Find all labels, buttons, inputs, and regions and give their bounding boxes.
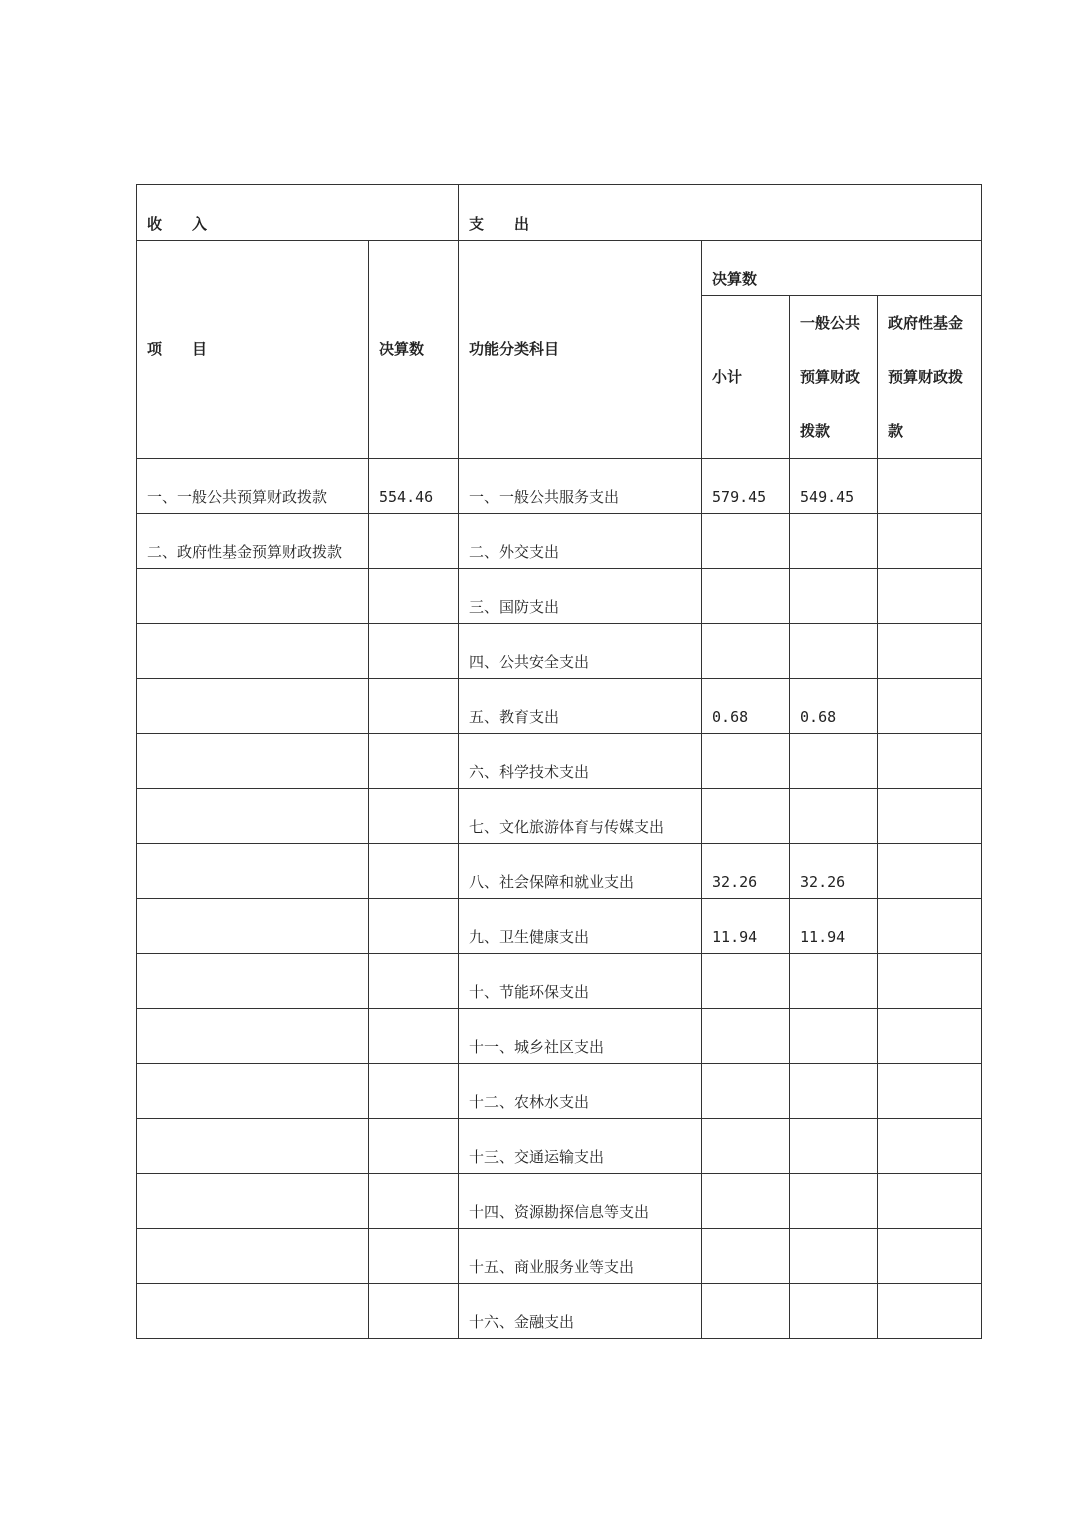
income-value-cell bbox=[369, 1229, 459, 1284]
general-budget-cell bbox=[790, 1229, 878, 1284]
subtotal-cell bbox=[702, 1009, 790, 1064]
table-row bbox=[137, 1284, 982, 1339]
subtotal-cell: 0.68 bbox=[702, 679, 790, 734]
subtotal-cell bbox=[702, 1284, 790, 1339]
table-row bbox=[137, 954, 982, 1009]
general-budget-cell bbox=[790, 1174, 878, 1229]
column-header-row-1 bbox=[137, 241, 982, 296]
subtotal-cell bbox=[702, 789, 790, 844]
income-value-cell bbox=[369, 1064, 459, 1119]
income-item-cell bbox=[137, 624, 369, 679]
fund-budget-cell bbox=[878, 734, 982, 789]
table-row bbox=[137, 459, 982, 514]
income-value-cell bbox=[369, 1009, 459, 1064]
income-item-cell bbox=[137, 1064, 369, 1119]
subtotal-cell bbox=[702, 1119, 790, 1174]
income-item-cell bbox=[137, 1009, 369, 1064]
general-budget-cell bbox=[790, 1064, 878, 1119]
section-header-row bbox=[137, 185, 982, 241]
general-budget-cell bbox=[790, 1009, 878, 1064]
income-header: 收 入 bbox=[137, 185, 459, 241]
subtotal-cell bbox=[702, 1174, 790, 1229]
subtotal-cell bbox=[702, 569, 790, 624]
general-budget-cell: 0.68 bbox=[790, 679, 878, 734]
category-cell: 七、文化旅游体育与传媒支出 bbox=[459, 789, 702, 844]
expense-header: 支 出 bbox=[459, 185, 982, 241]
income-value-cell bbox=[369, 789, 459, 844]
subtotal-column-header: 小计 bbox=[702, 296, 790, 459]
income-item-cell bbox=[137, 1284, 369, 1339]
income-item-cell bbox=[137, 789, 369, 844]
general-budget-cell bbox=[790, 789, 878, 844]
fund-budget-cell bbox=[878, 1009, 982, 1064]
income-item-cell bbox=[137, 954, 369, 1009]
income-budget-column-header: 决算数 bbox=[369, 241, 459, 459]
income-value-cell: 554.46 bbox=[369, 459, 459, 514]
table-row bbox=[137, 1229, 982, 1284]
fund-budget-column-header bbox=[878, 296, 982, 459]
fund-budget-cell bbox=[878, 1284, 982, 1339]
category-cell: 十三、交通运输支出 bbox=[459, 1119, 702, 1174]
subtotal-cell bbox=[702, 624, 790, 679]
category-cell: 二、外交支出 bbox=[459, 514, 702, 569]
table-row bbox=[137, 679, 982, 734]
income-item-cell: 二、政府性基金预算财政拨款 bbox=[137, 514, 369, 569]
category-cell: 五、教育支出 bbox=[459, 679, 702, 734]
general-budget-cell: 549.45 bbox=[790, 459, 878, 514]
general-budget-column-header bbox=[790, 296, 878, 459]
income-item-cell bbox=[137, 679, 369, 734]
category-cell: 六、科学技术支出 bbox=[459, 734, 702, 789]
budget-table bbox=[136, 184, 982, 1339]
fund-budget-cell bbox=[878, 844, 982, 899]
general-budget-cell bbox=[790, 1119, 878, 1174]
general-budget-cell bbox=[790, 624, 878, 679]
income-value-cell bbox=[369, 679, 459, 734]
subtotal-cell bbox=[702, 1229, 790, 1284]
subtotal-cell: 32.26 bbox=[702, 844, 790, 899]
subtotal-cell bbox=[702, 514, 790, 569]
income-value-cell bbox=[369, 1174, 459, 1229]
income-value-cell bbox=[369, 1119, 459, 1174]
fund-budget-cell bbox=[878, 899, 982, 954]
category-column-header: 功能分类科目 bbox=[459, 241, 702, 459]
income-value-cell bbox=[369, 844, 459, 899]
expense-budget-group-header: 决算数 bbox=[702, 241, 982, 296]
category-cell: 十一、城乡社区支出 bbox=[459, 1009, 702, 1064]
income-item-cell: 一、一般公共预算财政拨款 bbox=[137, 459, 369, 514]
general-budget-cell bbox=[790, 569, 878, 624]
fund-budget-cell bbox=[878, 569, 982, 624]
subtotal-cell bbox=[702, 734, 790, 789]
general-budget-cell bbox=[790, 514, 878, 569]
income-value-cell bbox=[369, 954, 459, 1009]
category-cell: 三、国防支出 bbox=[459, 569, 702, 624]
subtotal-cell: 11.94 bbox=[702, 899, 790, 954]
general-budget-cell bbox=[790, 1284, 878, 1339]
table-row bbox=[137, 1009, 982, 1064]
fund-budget-cell bbox=[878, 514, 982, 569]
fund-budget-cell bbox=[878, 679, 982, 734]
income-item-cell bbox=[137, 844, 369, 899]
table-row bbox=[137, 569, 982, 624]
income-item-cell bbox=[137, 1229, 369, 1284]
fund-budget-cell bbox=[878, 1229, 982, 1284]
fund-budget-cell bbox=[878, 1174, 982, 1229]
general-budget-cell bbox=[790, 954, 878, 1009]
subtotal-cell bbox=[702, 954, 790, 1009]
general-budget-cell bbox=[790, 734, 878, 789]
table-row bbox=[137, 1119, 982, 1174]
table-row bbox=[137, 844, 982, 899]
income-item-cell bbox=[137, 1119, 369, 1174]
subtotal-cell bbox=[702, 1064, 790, 1119]
income-value-cell bbox=[369, 734, 459, 789]
table-row bbox=[137, 734, 982, 789]
category-cell: 十、节能环保支出 bbox=[459, 954, 702, 1009]
table-row bbox=[137, 1064, 982, 1119]
income-item-cell bbox=[137, 569, 369, 624]
income-value-cell bbox=[369, 624, 459, 679]
table-row bbox=[137, 624, 982, 679]
fund-budget-cell bbox=[878, 1064, 982, 1119]
table-row bbox=[137, 1174, 982, 1229]
table-row bbox=[137, 514, 982, 569]
general-budget-line-1: 一般公共 bbox=[800, 314, 861, 332]
fund-budget-cell bbox=[878, 1119, 982, 1174]
fund-budget-line-1: 政府性基金 bbox=[888, 314, 964, 332]
fund-budget-line-3: 款 bbox=[888, 422, 904, 440]
income-item-cell bbox=[137, 899, 369, 954]
general-budget-cell: 32.26 bbox=[790, 844, 878, 899]
fund-budget-cell bbox=[878, 789, 982, 844]
fund-budget-cell bbox=[878, 624, 982, 679]
subtotal-cell: 579.45 bbox=[702, 459, 790, 514]
category-cell: 十六、金融支出 bbox=[459, 1284, 702, 1339]
table-row bbox=[137, 789, 982, 844]
fund-budget-cell bbox=[878, 954, 982, 1009]
category-cell: 四、公共安全支出 bbox=[459, 624, 702, 679]
income-item-cell bbox=[137, 734, 369, 789]
category-cell: 十二、农林水支出 bbox=[459, 1064, 702, 1119]
category-cell: 十四、资源勘探信息等支出 bbox=[459, 1174, 702, 1229]
income-item-cell bbox=[137, 1174, 369, 1229]
category-cell: 十五、商业服务业等支出 bbox=[459, 1229, 702, 1284]
income-value-cell bbox=[369, 1284, 459, 1339]
category-cell: 一、一般公共服务支出 bbox=[459, 459, 702, 514]
fund-budget-cell bbox=[878, 459, 982, 514]
category-cell: 九、卫生健康支出 bbox=[459, 899, 702, 954]
category-cell: 八、社会保障和就业支出 bbox=[459, 844, 702, 899]
general-budget-line-2: 预算财政 bbox=[800, 368, 861, 386]
table-row bbox=[137, 899, 982, 954]
income-value-cell bbox=[369, 899, 459, 954]
general-budget-line-3: 拨款 bbox=[800, 422, 831, 440]
income-value-cell bbox=[369, 569, 459, 624]
fund-budget-line-2: 预算财政拨 bbox=[888, 368, 964, 386]
income-value-cell bbox=[369, 514, 459, 569]
item-column-header: 项 目 bbox=[137, 241, 369, 459]
general-budget-cell: 11.94 bbox=[790, 899, 878, 954]
